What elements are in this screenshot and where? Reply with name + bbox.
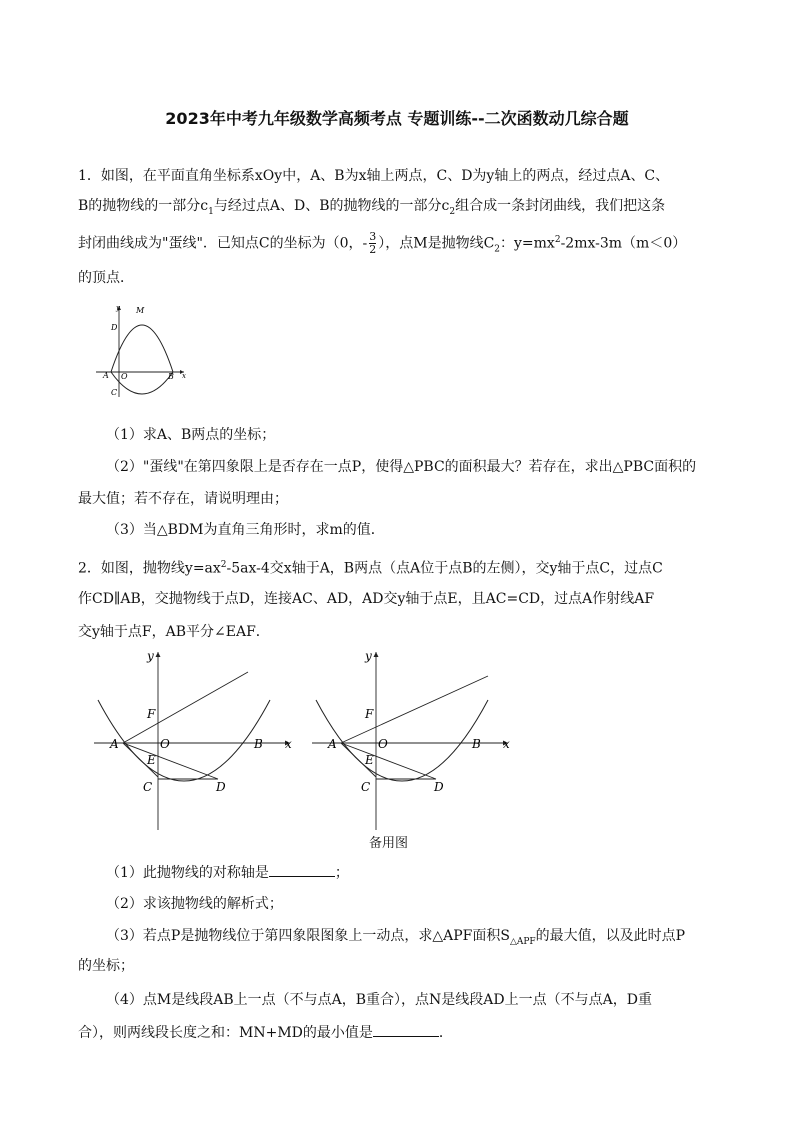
q2-main-label-A: A [110, 737, 119, 751]
q1-line-1: 1．如图，在平面直角坐标系xOy中，A、B为x轴上两点，C、D为y轴上的两点，经过点A、C、 [78, 168, 670, 184]
q1-label-M: M [136, 306, 145, 315]
q2-main-label-y: y [147, 649, 154, 663]
q2-line-3: 交y轴于点F，AB平分∠EAF． [78, 624, 270, 640]
q2-sub-question-3b: 的坐标； [78, 958, 134, 974]
q1-line-3-d: ：y=mx [500, 235, 555, 252]
q2-backup-label-F: F [365, 707, 374, 721]
q1-sub-question-1: （1）求A、B两点的坐标； [106, 427, 276, 443]
q2-sub4-end: ． [438, 1025, 453, 1041]
q2-sub1-text: （1）此抛物线的对称轴是 [106, 865, 269, 881]
q2-backup-label-B: B [472, 737, 481, 751]
q1-line-2 [78, 196, 718, 222]
q1-fraction [369, 231, 376, 256]
q1-label-x: x [182, 372, 186, 380]
q2-line-1 [78, 555, 718, 579]
q1-label-y: y [116, 304, 120, 312]
q2-main-label-C: C [143, 780, 153, 794]
q1-line-3-a: 封闭曲线成为"蛋线"．已知点C的坐标为（0，- [78, 235, 368, 252]
q2-backup-label-x: x [503, 737, 510, 751]
q1-line-4: 的顶点． [78, 270, 134, 286]
q2-sub3-c: 的最大值，以及此时点P [535, 928, 686, 944]
q2-sub4-b: 合），则两线段长度之和：MN+MD的最小值是 [78, 1025, 373, 1041]
q2-main-label-x: x [285, 737, 292, 751]
q2-backup-label-C: C [361, 780, 371, 794]
q2-sub4-answer-blank[interactable] [373, 1022, 439, 1037]
q2-sub-question-1 [106, 862, 746, 883]
q1-sup-2: 2 [554, 235, 561, 245]
q2-backup-segment-AD [341, 743, 436, 779]
q2-line-2: 作CD∥AB，交抛物线于点D，连接AC、AD，AD交y轴于点E，且AC=CD，过点A作射线AF [78, 591, 655, 607]
q2-sub-question-4b [78, 1022, 718, 1043]
q2-main-label-F: F [147, 707, 156, 721]
q2-line-1-c: -5ax-4交x轴于A，B两点（点A位于点B的左侧），交y轴于点C，过点C [226, 560, 663, 577]
q2-main-y-arrow [156, 652, 161, 657]
q2-sub-question-3a [106, 926, 746, 952]
q1-label-B: B [168, 372, 174, 381]
q2-backup-parabola [316, 700, 488, 781]
q1-sub-c2: 2 [449, 206, 456, 217]
q2-sub3-subscript: △APF [509, 936, 536, 947]
q1-line-3-f: -2mx-3m（m＜0） [560, 235, 687, 252]
q2-main-parabola [98, 700, 270, 781]
q2-backup-ray-AF [341, 676, 488, 743]
q2-backup-caption: 备用图 [369, 836, 409, 851]
q2-sub1-end: ； [334, 865, 349, 881]
q2-figure-backup [308, 648, 518, 833]
q2-backup-label-E: E [365, 753, 374, 767]
q1-line-3 [78, 230, 718, 259]
q2-main-label-E: E [147, 753, 156, 767]
q2-sup-2: 2 [220, 560, 227, 570]
q1-label-C: C [111, 388, 118, 397]
q2-sub3-a: （3）若点P是抛物线位于第四象限图象上一动点，求△APF面积S [106, 928, 510, 944]
q2-backup-label-A: A [328, 737, 337, 751]
q1-line-3-b: ），点M是抛物线C [378, 235, 495, 252]
q2-sub-question-4a: （4）点M是线段AB上一点（不与点A，B重合），点N是线段AD上一点（不与点A，D重 [106, 992, 652, 1008]
q1-line-2-a: B的抛物线的一部分c [78, 198, 209, 214]
q2-main-label-D: D [216, 780, 226, 794]
q1-sub-C2: 2 [494, 244, 501, 255]
q1-frac-num: 3 [369, 230, 377, 244]
q2-main-label-O: O [160, 737, 170, 751]
q1-egg-figure [92, 300, 192, 400]
q2-main-label-B: B [254, 737, 263, 751]
q1-frac-den: 2 [369, 243, 377, 257]
q1-sub-question-2a: （2）"蛋线"在第四象限上是否存在一点P，使得△PBC的面积最大？若存在，求出△PBC面积的 [106, 459, 697, 475]
q1-curve-c2 [111, 325, 173, 372]
q2-backup-label-y: y [365, 649, 372, 663]
q2-backup-label-O: O [378, 737, 388, 751]
q1-line-2-e: 组合成一条封闭曲线，我们把这条 [455, 198, 666, 214]
q2-sub1-answer-blank[interactable] [269, 862, 335, 877]
q2-figure-main [90, 648, 300, 833]
q2-line-1-a: 2．如图，抛物线y=ax [78, 560, 221, 577]
q1-sub-question-2b: 最大值；若不存在，请说明理由； [78, 491, 288, 507]
q1-line-2-c: 与经过点A、D、B的抛物线的一部分c [213, 198, 450, 214]
page-title: 2023年中考九年级数学高频考点 专题训练--二次函数动几综合题 [165, 109, 629, 128]
q1-sub-c1: 1 [208, 206, 214, 217]
q1-label-A: A [103, 371, 109, 380]
q2-main-ray-AF [123, 672, 248, 743]
q2-main-segment-AD [123, 743, 218, 779]
q2-backup-label-D: D [434, 780, 444, 794]
q1-sub-question-3: （3）当△BDM为直角三角形时，求m的值． [106, 522, 385, 538]
q1-label-O: O [121, 372, 128, 381]
q1-label-D: D [111, 323, 118, 332]
q2-backup-y-arrow [374, 652, 379, 657]
q2-sub-question-2: （2）求该抛物线的解析式； [106, 896, 283, 912]
